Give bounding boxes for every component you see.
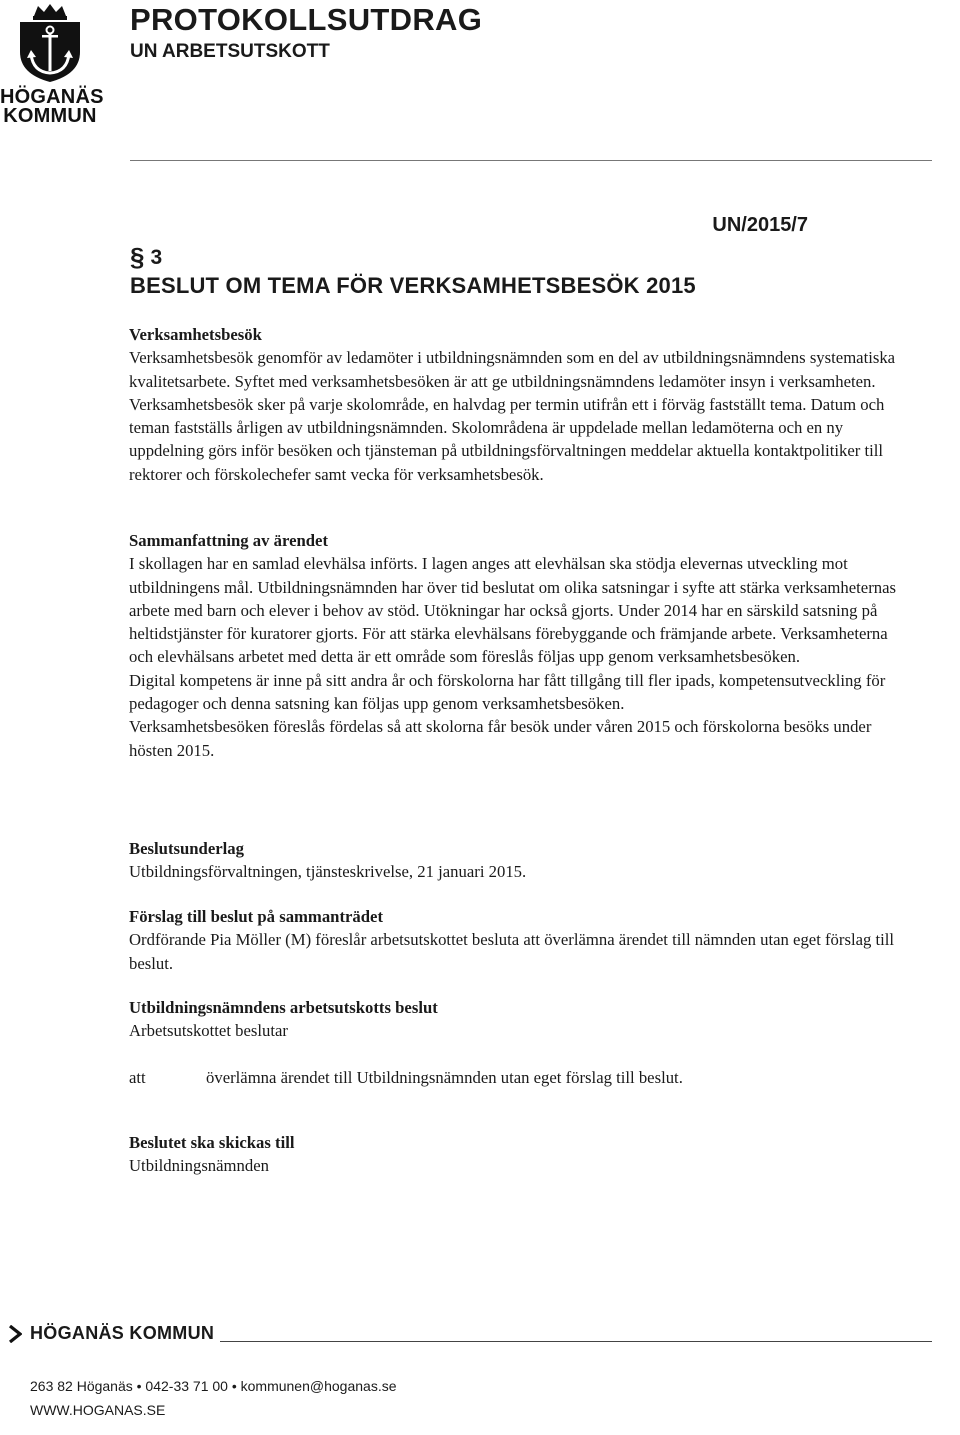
section-text: Arbetsutskottet beslutar [129, 1021, 288, 1041]
arrow-right-icon [8, 1325, 22, 1343]
section-heading: Beslutet ska skickas till [129, 1133, 295, 1152]
logo-text-line1: HÖGANÄS [0, 86, 104, 108]
paragraph-number [130, 240, 162, 271]
section-heading: Förslag till beslut på sammanträdet [129, 907, 384, 926]
section-paragraph: I skollagen har en samlad elevhälsa införts. I lagen anges att elevhälsan ska stödja elevernas utveckling mot utbildningens mål. Utbildningsnämnden har över tid beslutat om olika satsningar i syfte att stärka verksamheternas arbete med barn och elever i behov av stöd. Utökningar har också gjorts. Under 2014 har en särskild satsning på heltidstjänster för kuratorer gjorts. För att stärka elevhälsans förebyggande och främjande arbete. Verksamheterna och elevhälsans arbetet med detta är ett område som föreslås följas upp genom verksamhetsbesöken. [129, 554, 896, 667]
decision-word: att [129, 1068, 146, 1087]
section-skickas [129, 1131, 899, 1178]
case-number: UN/2015/7 [712, 214, 808, 236]
section-text: Utbildningsnämnden [129, 1156, 269, 1176]
anchor-crown-icon [13, 2, 87, 84]
decision-title: BESLUT OM TEMA FÖR VERKSAMHETSBESÖK 2015 [130, 273, 696, 298]
document-subtitle: UN ARBETSUTSKOTT [130, 41, 330, 62]
footer-address: 263 82 Höganäs • 042-33 71 00 • kommunen@hoganas.se [30, 1378, 397, 1394]
section-forslag [129, 905, 899, 975]
section-heading: Beslutsunderlag [129, 839, 244, 858]
footer-divider [220, 1341, 932, 1342]
section-text: Verksamhetsbesök genomför av ledamöter i utbildningsnämnden som en del av utbildningsnämndens systematiska kvalitetsarbete. Syftet med verksamhetsbesöken är att ge utbildningsnämndens ledamöter insyn i verksamheten. Verksamhetsbesök sker på varje skolområde, en halvdag per termin utifrån ett i förväg fastställt tema. Datum och teman fastställs årligen av utbildningsnämnden. Skolområdena är uppdelade mellan ledamöterna och en ny uppdelning görs inför besöken och tjänsteman på utbildningsförvaltningen meddelar aktuella kontaktpolitiker till rektorer och förskolechefer samt vecka för verksamhetsbesök. [129, 348, 896, 484]
section-paragraph: Verksamhetsbesöken föreslås fördelas så att skolorna får besök under våren 2015 och förskolorna besöks under hösten 2015. [129, 717, 872, 760]
decision-text: överlämna ärendet till Utbildningsnämnden utan eget förslag till beslut. [206, 1068, 683, 1087]
footer-organization: HÖGANÄS KOMMUN [30, 1323, 215, 1343]
section-sammanfattning [129, 529, 899, 762]
section-paragraph: Digital kompetens är inne på sitt andra år och förskolorna har fått tillgång till fler ipads, kompetensutveckling för pedagoger och denna satsning kan följas upp genom verksamhetsbesöken. [129, 670, 886, 714]
section-heading: Sammanfattning av ärendet [129, 531, 329, 550]
paragraph-number-value: 3 [150, 246, 163, 269]
section-heading: Verksamhetsbesök [129, 325, 262, 344]
logo-text-line2: KOMMUN [3, 105, 97, 127]
section-heading: Utbildningsnämndens arbetsutskotts beslut [129, 998, 438, 1017]
section-beslutsunderlag [129, 837, 899, 884]
paragraph-sign: § [130, 242, 145, 272]
section-verksamhetsbesok [129, 323, 899, 486]
decision-clause [129, 1066, 683, 1089]
header-divider [130, 160, 932, 161]
section-text: Utbildningsförvaltningen, tjänsteskrivelse, 21 januari 2015. [129, 862, 527, 882]
footer-website: WWW.HOGANAS.SE [30, 1402, 166, 1418]
document-title: PROTOKOLLSUTDRAG [130, 2, 483, 37]
hoganas-logo [0, 0, 104, 130]
section-text: Ordförande Pia Möller (M) föreslår arbetsutskottet besluta att överlämna ärendet till nämnden utan eget förslag till beslut. [129, 930, 895, 973]
section-beslut [129, 996, 899, 1043]
